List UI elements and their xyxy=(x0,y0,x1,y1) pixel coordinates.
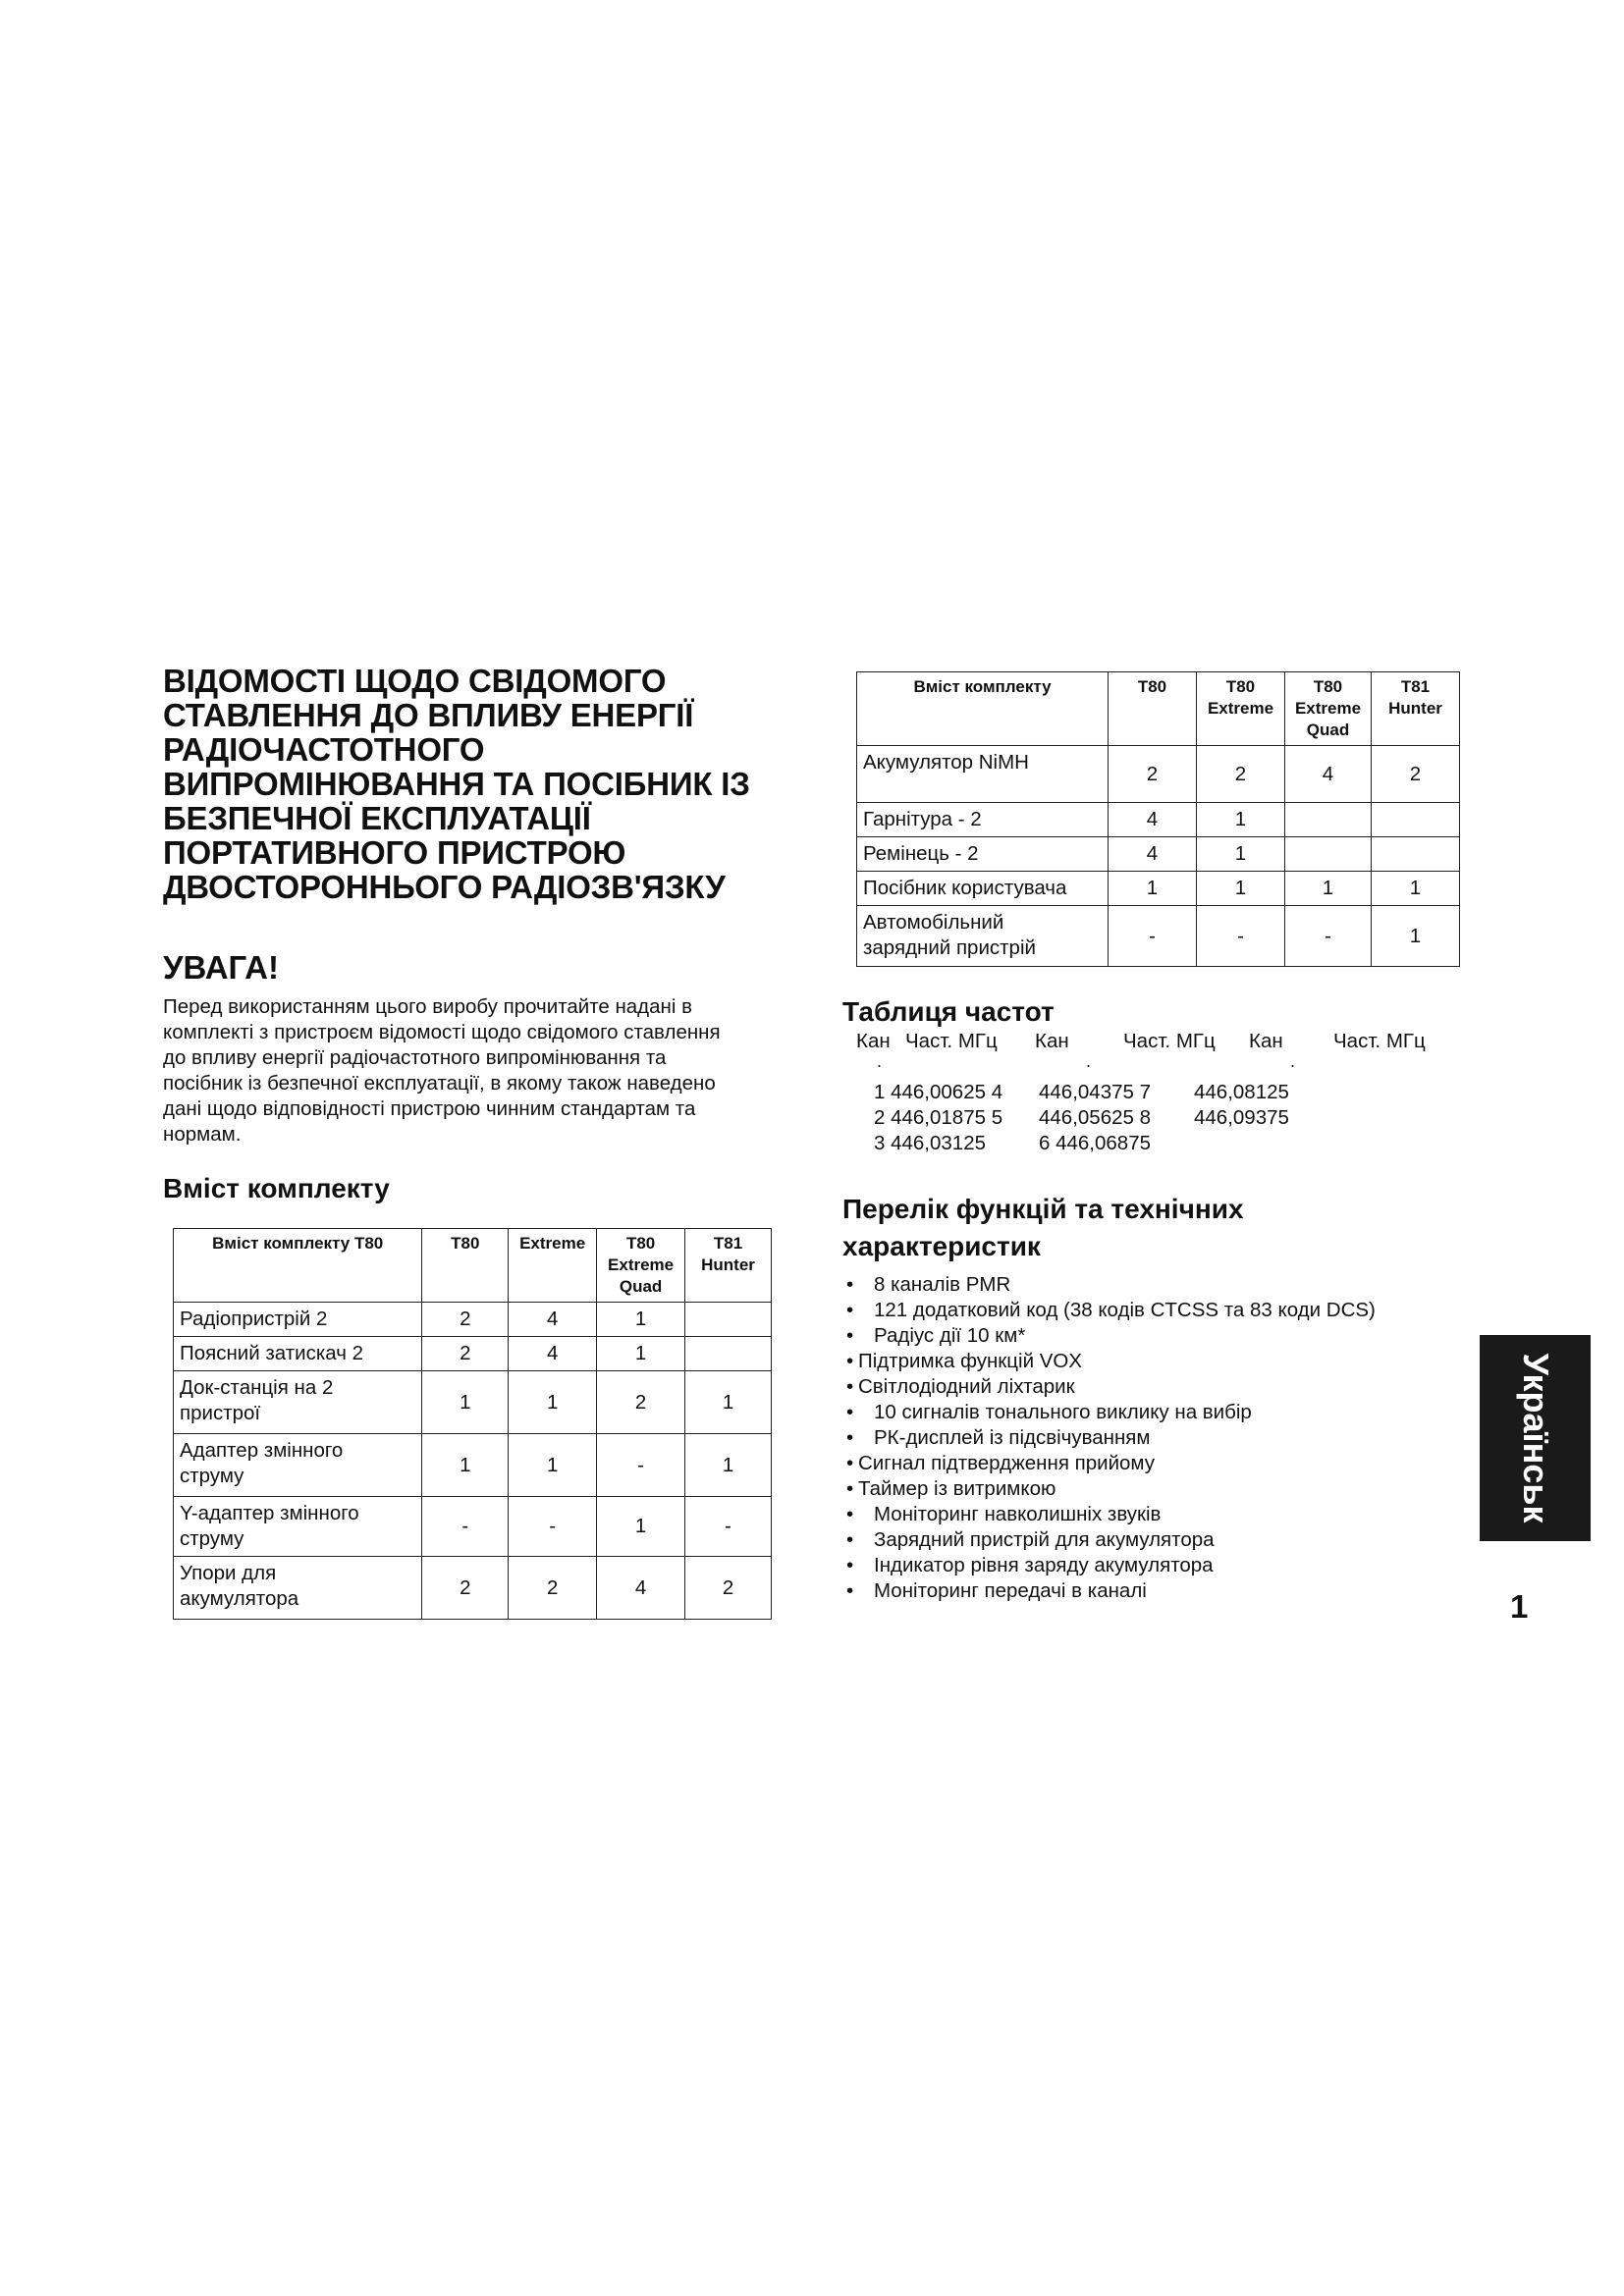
bullet-mark: • xyxy=(846,1503,854,1525)
table-header-cell: Вміст комплекту T80 xyxy=(174,1229,422,1303)
feature-text: Індикатор рівня заряду акумулятора xyxy=(874,1554,1214,1576)
table-row xyxy=(174,1497,772,1557)
quantity-cell: 1 xyxy=(1197,803,1285,837)
quantity-cell: 4 xyxy=(509,1337,597,1371)
left-column xyxy=(163,664,772,1620)
quantity-cell xyxy=(1372,837,1460,872)
table-row xyxy=(857,872,1460,906)
table-header-cell: T80 Extreme Quad xyxy=(1285,672,1372,746)
bullet-mark: • xyxy=(846,1350,854,1372)
item-name-cell: Адаптер змінного струму xyxy=(174,1434,422,1497)
bullet-mark: • xyxy=(846,1401,854,1423)
table-row xyxy=(857,803,1460,837)
quantity-cell: 2 xyxy=(1197,746,1285,803)
feature-text: Зарядний пристрій для акумулятора xyxy=(874,1528,1215,1551)
table-header-cell: Вміст комплекту xyxy=(857,672,1109,746)
item-name-cell: Поясний затискач 2 xyxy=(174,1337,422,1371)
frequency-cell: 3 446,03125 xyxy=(874,1132,987,1154)
kit-section-title: Вміст комплекту xyxy=(163,1173,390,1203)
quantity-cell xyxy=(1285,803,1372,837)
quantity-cell: 2 xyxy=(509,1557,597,1620)
frequency-header-cell: Кан xyxy=(1249,1030,1283,1052)
quantity-cell: - xyxy=(597,1434,685,1497)
feature-text: Підтримка функцій VOX xyxy=(858,1350,1083,1372)
quantity-cell: 1 xyxy=(422,1371,509,1434)
quantity-cell: 4 xyxy=(509,1303,597,1337)
table-row xyxy=(857,906,1460,967)
list-item xyxy=(842,1350,1471,1375)
table-row xyxy=(174,1434,772,1497)
quantity-cell: 1 xyxy=(685,1434,772,1497)
table-row xyxy=(174,1303,772,1337)
frequency-header-cell: Кан xyxy=(856,1030,891,1052)
table-row xyxy=(174,1371,772,1434)
list-item xyxy=(842,1401,1471,1426)
quantity-cell: - xyxy=(1197,906,1285,967)
quantity-cell xyxy=(1372,803,1460,837)
quantity-cell: - xyxy=(1285,906,1372,967)
feature-text: 10 сигналів тонального виклику на вибір xyxy=(874,1401,1252,1423)
quantity-cell: - xyxy=(509,1497,597,1557)
list-item xyxy=(842,1299,1471,1324)
quantity-cell: 1 xyxy=(1197,872,1285,906)
quantity-cell: 2 xyxy=(685,1557,772,1620)
table-header-cell: T80 Extreme Quad xyxy=(597,1229,685,1303)
bullet-mark: • xyxy=(846,1299,854,1321)
feature-text: Таймер із витримкою xyxy=(858,1477,1056,1500)
main-title: ВІДОМОСТІ ЩОДО СВІДОМОГО СТАВЛЕННЯ ДО ВПЛИВУ ЕНЕРГІЇ РАДІОЧАСТОТНОГО ВИПРОМІНЮВАННЯ ТА ПОСІБНИК ІЗ БЕЗПЕЧНОЇ ЕКСПЛУАТАЦІЇ ПОРТАТИВНОГО ПРИСТРОЮ ДВОСТОРОННЬОГО РАДІОЗВ'ЯЗКУ xyxy=(163,663,750,905)
quantity-cell xyxy=(685,1303,772,1337)
list-item xyxy=(842,1579,1471,1605)
quantity-cell: - xyxy=(1109,906,1197,967)
quantity-cell: 4 xyxy=(1109,803,1197,837)
list-item xyxy=(842,1324,1471,1350)
quantity-cell: 2 xyxy=(422,1557,509,1620)
language-side-tab xyxy=(1480,1335,1591,1541)
frequency-cell: 446,08125 xyxy=(1194,1081,1289,1103)
right-column xyxy=(842,664,1471,1605)
quantity-cell: 4 xyxy=(597,1557,685,1620)
language-tab-label: Українськ xyxy=(1515,1353,1556,1523)
table-row xyxy=(857,746,1460,803)
item-name-cell: Ремінець - 2 xyxy=(857,837,1109,872)
list-item xyxy=(842,1273,1471,1299)
bullet-mark: • xyxy=(846,1528,854,1551)
frequency-row xyxy=(842,1106,1471,1132)
page-number: 1 xyxy=(1510,1588,1529,1625)
frequency-cell: 446,09375 xyxy=(1194,1106,1289,1129)
bullet-mark: • xyxy=(846,1452,854,1474)
quantity-cell: 2 xyxy=(1109,746,1197,803)
frequency-cell: 446,05625 8 xyxy=(1039,1106,1152,1129)
frequency-header-cell: Кан xyxy=(1035,1030,1069,1052)
frequency-cell: 1 446,00625 4 xyxy=(874,1081,1003,1103)
table-row xyxy=(857,837,1460,872)
quantity-cell: 2 xyxy=(422,1337,509,1371)
table-header-cell: T81 Hunter xyxy=(1372,672,1460,746)
quantity-cell: 1 xyxy=(1285,872,1372,906)
quantity-cell xyxy=(685,1337,772,1371)
table-row xyxy=(174,1557,772,1620)
kit-contents-table-right xyxy=(856,671,1460,967)
frequency-cell: 2 446,01875 5 xyxy=(874,1106,1003,1129)
quantity-cell: 4 xyxy=(1109,837,1197,872)
quantity-cell: 2 xyxy=(1372,746,1460,803)
features-title: Перелік функцій та технічних характеристик xyxy=(842,1194,1244,1261)
quantity-cell: 1 xyxy=(685,1371,772,1434)
frequency-header-cell: Част. МГц xyxy=(1333,1030,1426,1052)
quantity-cell: 4 xyxy=(1285,746,1372,803)
item-name-cell: Упори для акумулятора xyxy=(174,1557,422,1620)
item-name-cell: Посібник користувача xyxy=(857,872,1109,906)
table-header-cell: T80 xyxy=(422,1229,509,1303)
frequency-dot-marks: . . . xyxy=(877,1051,1296,1071)
quantity-cell: 2 xyxy=(422,1303,509,1337)
bullet-mark: • xyxy=(846,1426,854,1449)
quantity-cell: 1 xyxy=(1372,872,1460,906)
frequency-row xyxy=(842,1081,1471,1106)
feature-text: Моніторинг передачі в каналі xyxy=(874,1579,1147,1602)
table-header-cell: Extreme xyxy=(509,1229,597,1303)
table-header-cell: T80 Extreme xyxy=(1197,672,1285,746)
list-item xyxy=(842,1528,1471,1554)
feature-text: Світлодіодний ліхтарик xyxy=(858,1375,1075,1398)
quantity-cell: 1 xyxy=(509,1371,597,1434)
quantity-cell: - xyxy=(685,1497,772,1557)
frequency-cell: 6 446,06875 xyxy=(1039,1132,1152,1154)
item-name-cell: Автомобільний зарядний пристрій xyxy=(857,906,1109,967)
feature-text: Радіус дії 10 км* xyxy=(874,1324,1026,1347)
quantity-cell: 1 xyxy=(597,1303,685,1337)
bullet-mark: • xyxy=(846,1554,854,1576)
features-list xyxy=(842,1273,1471,1605)
quantity-cell: 1 xyxy=(1197,837,1285,872)
warning-title: УВАГА! xyxy=(163,949,279,986)
quantity-cell: 1 xyxy=(509,1434,597,1497)
feature-text: РК-дисплей із підсвічуванням xyxy=(874,1426,1151,1449)
item-name-cell: Y-адаптер змінного струму xyxy=(174,1497,422,1557)
feature-text: 8 каналів PMR xyxy=(874,1273,1011,1296)
frequency-row xyxy=(842,1132,1471,1157)
bullet-mark: • xyxy=(846,1579,854,1602)
frequency-table-rows xyxy=(842,1081,1471,1157)
kit-contents-table-left xyxy=(173,1228,772,1620)
feature-text: 121 додатковий код (38 кодів CTCSS та 83 коди DCS) xyxy=(874,1299,1376,1321)
feature-text: Моніторинг навколишніх звуків xyxy=(874,1503,1162,1525)
list-item xyxy=(842,1477,1471,1503)
table-header-row xyxy=(857,672,1460,746)
table-header-row xyxy=(174,1229,772,1303)
quantity-cell: 1 xyxy=(597,1337,685,1371)
table-row xyxy=(174,1337,772,1371)
item-name-cell: Док-станція на 2 пристрої xyxy=(174,1371,422,1434)
quantity-cell: 1 xyxy=(422,1434,509,1497)
frequency-header-cell: Част. МГц xyxy=(905,1030,998,1052)
list-item xyxy=(842,1452,1471,1477)
bullet-mark: • xyxy=(846,1273,854,1296)
list-item xyxy=(842,1426,1471,1452)
bullet-mark: • xyxy=(846,1324,854,1347)
quantity-cell xyxy=(1285,837,1372,872)
table-header-cell: T80 xyxy=(1109,672,1197,746)
item-name-cell: Гарнітура - 2 xyxy=(857,803,1109,837)
frequency-cell: 446,04375 7 xyxy=(1039,1081,1152,1103)
bullet-mark: • xyxy=(846,1375,854,1398)
item-name-cell: Акумулятор NiMH xyxy=(857,746,1109,803)
bullet-mark: • xyxy=(846,1477,854,1500)
table-header-cell: T81 Hunter xyxy=(685,1229,772,1303)
quantity-cell: 2 xyxy=(597,1371,685,1434)
frequency-table-title: Таблиця частот xyxy=(842,996,1055,1027)
list-item xyxy=(842,1375,1471,1401)
quantity-cell: 1 xyxy=(1109,872,1197,906)
quantity-cell: 1 xyxy=(1372,906,1460,967)
quantity-cell: - xyxy=(422,1497,509,1557)
quantity-cell: 1 xyxy=(597,1497,685,1557)
frequency-table-header xyxy=(842,1030,1471,1059)
list-item xyxy=(842,1503,1471,1528)
warning-text: Перед використанням цього виробу прочитайте надані в комплекті з пристроєм відомості щодо свідомого ставлення до впливу енергії радіочастотного випромінювання та посібник із безпечної експлуатації, в якому також наведено дані щодо відповідності пристрою чинним стандартам та нормам. xyxy=(163,995,721,1146)
list-item xyxy=(842,1554,1471,1579)
item-name-cell: Радіопристрій 2 xyxy=(174,1303,422,1337)
feature-text: Сигнал підтвердження прийому xyxy=(858,1452,1156,1474)
frequency-header-cell: Част. МГц xyxy=(1123,1030,1216,1052)
